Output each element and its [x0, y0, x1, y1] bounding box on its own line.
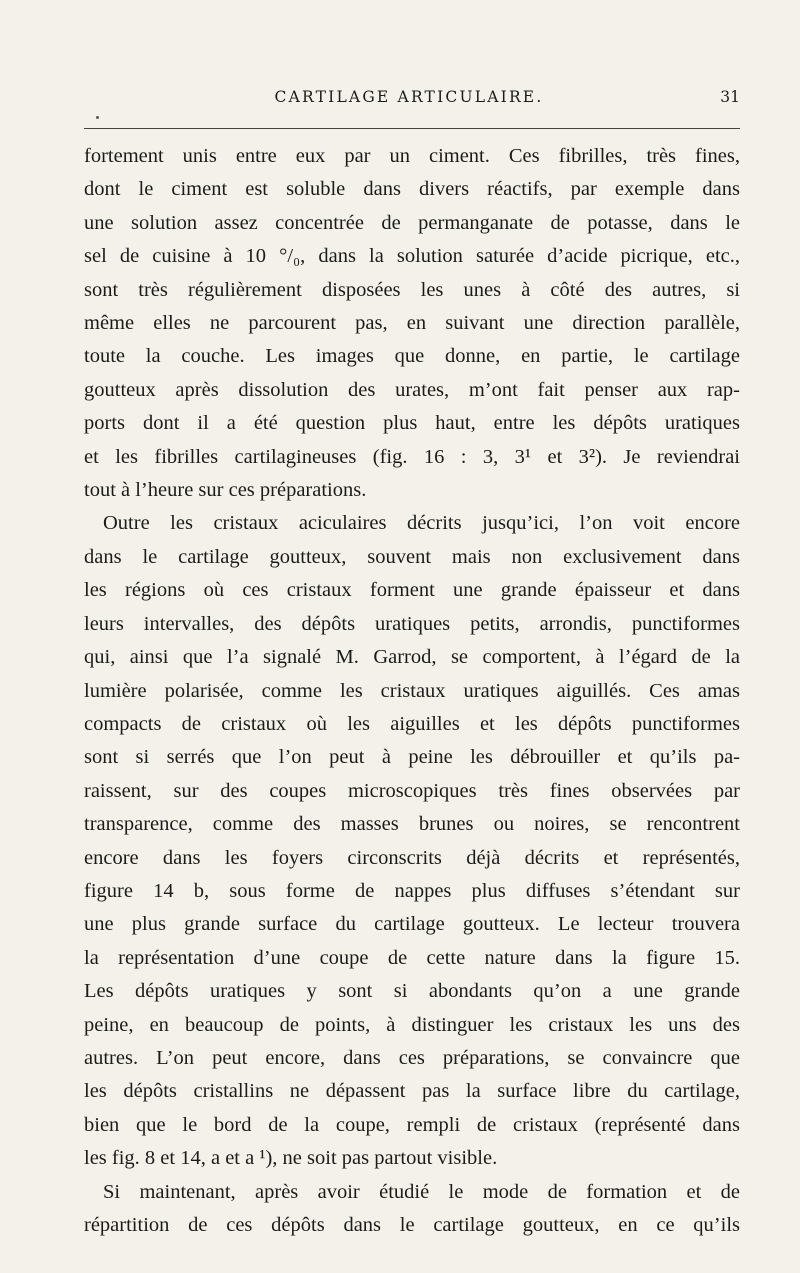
text-line: Les dépôts uratiques y sont si abondants qu’on a une grande [84, 980, 740, 1003]
text-line: raissent, sur des coupes microscopiques très fines observées par [84, 779, 740, 802]
running-head: CARTILAGE ARTICULAIRE. [274, 88, 544, 106]
text-line: autres. L’on peut encore, dans ces préparations, se convaincre que [84, 1046, 740, 1069]
text-line: Outre les cristaux aciculaires décrits jusqu’ici, l’on voit encore [103, 512, 740, 535]
text-line: les dépôts cristallins ne dépassent pas la surface libre du cartilage, [84, 1080, 740, 1103]
text-line: peine, en beaucoup de points, à distinguer les cristaux les uns des [84, 1013, 740, 1036]
page-number: 31 [720, 88, 740, 106]
text-line: les fig. 8 et 14, a et a ¹), ne soit pas partout visible. [84, 1147, 498, 1170]
text-line: fortement unis entre eux par un ciment. Ces fibrilles, très fines, [84, 145, 740, 167]
text-line: et les fibrilles cartilagineuses (fig. 16 : 3, 3¹ et 3²). Je reviendrai [84, 445, 740, 468]
text-line: toute la couche. Les images que donne, en partie, le cartilage [84, 345, 740, 368]
text-line: transparence, comme des masses brunes ou noires, se rencontrent [84, 813, 740, 836]
text-line: Si maintenant, après avoir étudié le mode de formation et de [103, 1180, 740, 1203]
text-line: goutteux après dissolution des urates, m’ont fait penser aux rap- [84, 378, 740, 401]
text-line: tout à l’heure sur ces préparations. [84, 479, 367, 502]
text-line: même elles ne parcourent pas, en suivant une direction parallèle, [84, 312, 740, 335]
text-line: sont si serrés que l’on peut à peine les débrouiller et qu’ils pa- [84, 746, 740, 769]
text-line: sont très régulièrement disposées les unes à côté des autres, si [84, 278, 740, 301]
text-line: dont le ciment est soluble dans divers réactifs, par exemple dans [84, 178, 740, 201]
header-rule [84, 128, 740, 129]
text-line: bien que le bord de la coupe, rempli de cristaux (représenté dans [84, 1113, 740, 1136]
text-line: qui, ainsi que l’a signalé M. Garrod, se comportent, à l’égard de la [84, 646, 740, 669]
text-line: une plus grande surface du cartilage goutteux. Le lecteur trouvera [84, 913, 740, 936]
text-line: dans le cartilage goutteux, souvent mais non exclusivement dans [84, 545, 740, 568]
page-header [84, 88, 740, 114]
text-line: sel de cuisine à 10 °/₀, dans la solution saturée d’acide picrique, etc., [84, 245, 740, 268]
text-line: ports dont il a été question plus haut, entre les dépôts uratiques [84, 412, 740, 435]
text-line: les régions où ces cristaux forment une grande épaisseur et dans [84, 579, 740, 602]
text-line: figure 14 b, sous forme de nappes plus diffuses s’étendant sur [84, 879, 740, 902]
text-line: une solution assez concentrée de permanganate de potasse, dans le [84, 211, 740, 234]
body-text [84, 140, 740, 1242]
text-line: leurs intervalles, des dépôts uratiques petits, arrondis, punctiformes [84, 612, 740, 635]
text-line: la représentation d’une coupe de cette nature dans la figure 15. [84, 946, 740, 969]
text-line: répartition de ces dépôts dans le cartilage goutteux, en ce qu’ils [84, 1214, 740, 1236]
text-line: lumière polarisée, comme les cristaux uratiques aiguillés. Ces amas [84, 679, 740, 702]
text-line: compacts de cristaux où les aiguilles et les dépôts punctiformes [84, 712, 740, 735]
header-dot [96, 116, 99, 119]
text-line: encore dans les foyers circonscrits déjà décrits et représentés, [84, 846, 740, 869]
